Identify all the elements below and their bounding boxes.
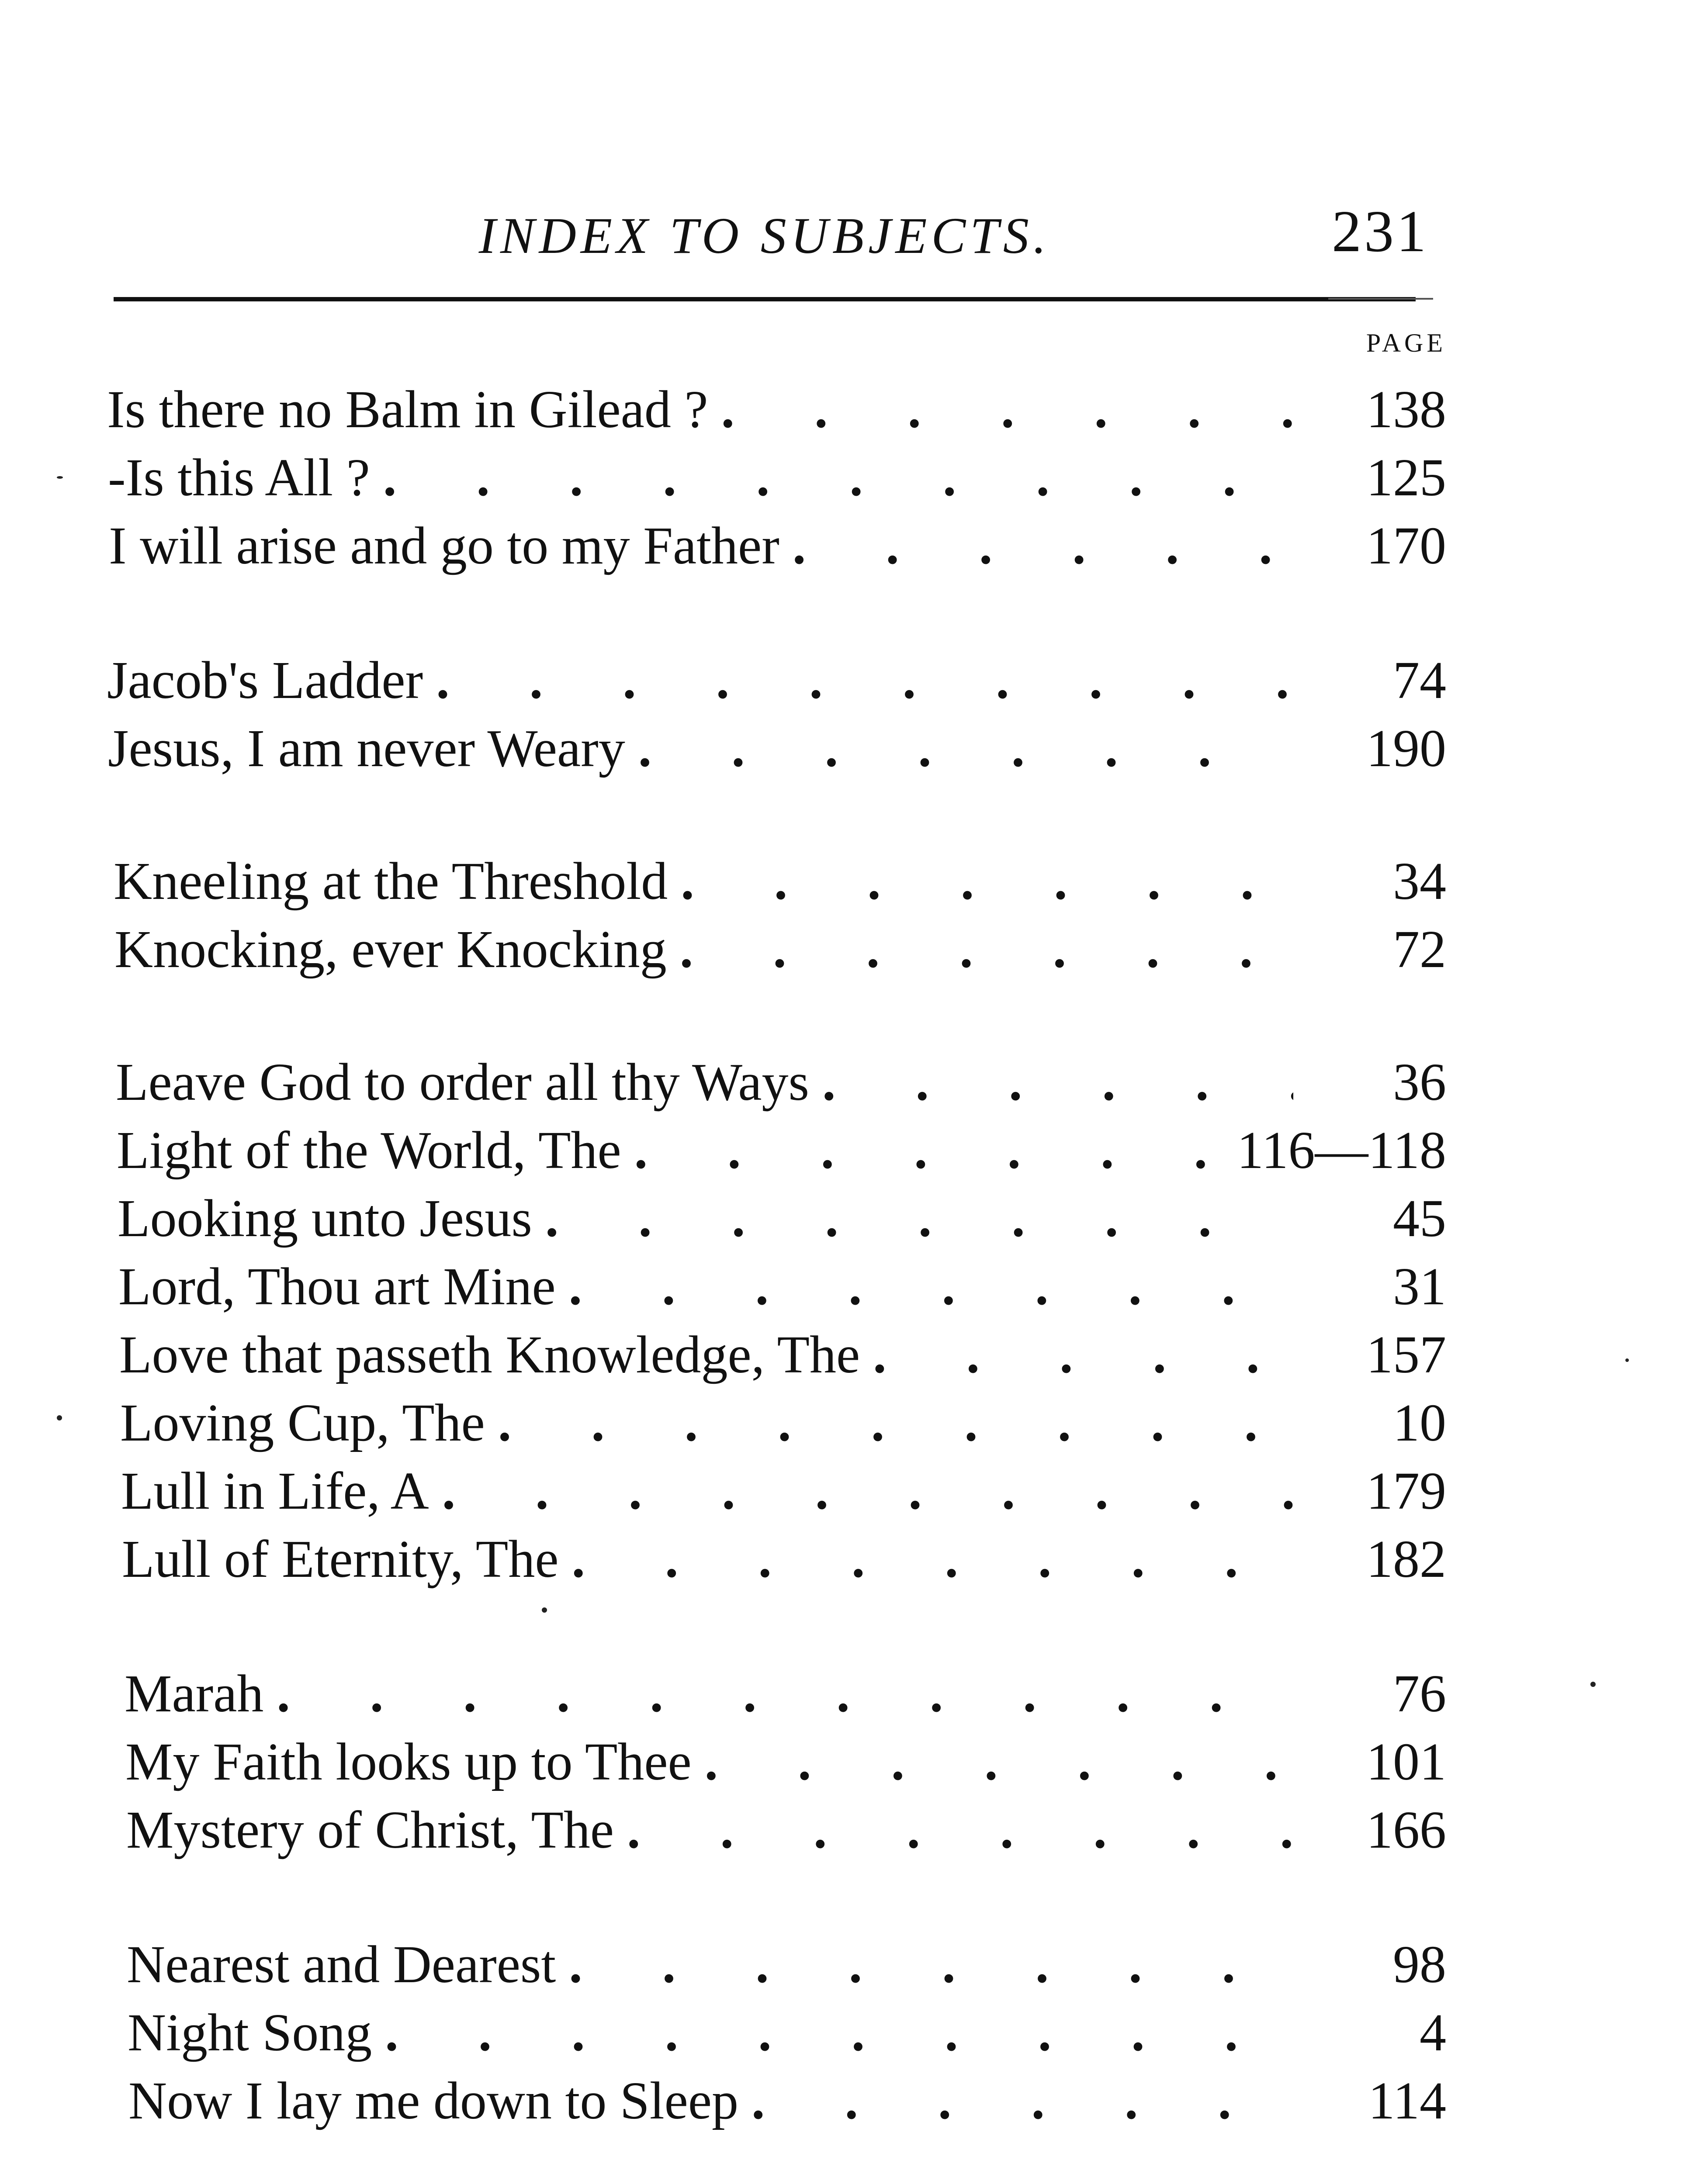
dot-leader [383,444,1293,512]
index-entry [127,1931,1446,1999]
entry-title: Knocking, ever Knocking [114,920,667,979]
index-entry [118,1185,1446,1253]
index-entry [122,1525,1446,1593]
entry-page-number: 36 [1393,1053,1446,1112]
entry-title: Night Song [128,2003,372,2062]
entry-title: I will arise and go to my Father [109,516,779,575]
entry-title: Marah [125,1664,264,1723]
entry-title: Love that passeth Knowledge, The [119,1325,860,1384]
dot-leader [822,1048,1293,1116]
header-rule-tail [1328,298,1433,300]
dot-leader [752,2067,1293,2135]
entry-title: Lull in Life, A [121,1462,429,1521]
entry-page-number: 98 [1393,1935,1446,1994]
page-column-label: PAGE [1366,328,1446,357]
entry-title: Jesus, I am never Weary [108,719,625,778]
index-entry [108,444,1446,512]
dot-leader [634,1116,1228,1185]
index-entry [128,2067,1446,2135]
dot-leader [681,847,1293,916]
dot-leader [638,715,1293,783]
entry-page-number: 76 [1393,1664,1446,1723]
index-entry [120,1389,1446,1457]
ink-speck [1590,1682,1596,1687]
entry-title: Leave God to order all thy Ways [116,1053,810,1112]
entry-title: Is there no Balm in Gilead ? [107,380,708,439]
index-entry [109,512,1446,580]
entry-title: Now I lay me down to Sleep [128,2071,738,2130]
entry-page-number: 116—118 [1237,1121,1446,1180]
entry-title: Loving Cup, The [120,1393,485,1452]
dot-leader [569,1931,1293,1999]
entry-page-number: 190 [1366,719,1446,778]
running-title: INDEX TO SUBJECTS. [478,207,1051,264]
dot-leader [545,1185,1293,1253]
dot-leader [385,1999,1293,2067]
index-entry [125,1728,1446,1796]
page-number: 231 [1332,199,1429,264]
entry-title: Light of the World, The [117,1121,621,1180]
entry-title: Lull of Eternity, The [122,1530,559,1589]
dot-leader [498,1389,1293,1457]
entry-page-number: 4 [1420,2003,1446,2062]
entry-page-number: 179 [1366,1462,1446,1521]
dot-leader [705,1728,1293,1796]
index-entry [107,646,1446,715]
index-entry [108,715,1446,783]
entry-page-number: 157 [1366,1325,1446,1384]
index-entry [125,1660,1446,1728]
entry-title: Kneeling at the Threshold [114,852,668,911]
entry-title: Jacob's Ladder [107,651,423,710]
running-header [114,199,1433,266]
ink-speck [1625,1358,1629,1362]
entry-page-number: 72 [1393,920,1446,979]
entry-page-number: 34 [1393,852,1446,911]
dot-leader [571,1525,1293,1593]
entry-page-number: 74 [1393,651,1446,710]
dot-leader [442,1457,1293,1525]
dot-leader [873,1321,1293,1389]
entry-page-number: 10 [1393,1393,1446,1452]
index-entry [126,1796,1446,1864]
index-entry [119,1321,1446,1389]
index-entry [114,847,1446,916]
entry-page-number: 125 [1366,448,1446,507]
entry-page-number: 138 [1366,380,1446,439]
index-entry [117,1116,1446,1185]
entry-page-number: 114 [1368,2071,1446,2130]
index-entry [118,1253,1446,1321]
index-entry [121,1457,1446,1525]
entry-page-number: 182 [1366,1530,1446,1589]
entry-title: Looking unto Jesus [118,1189,532,1248]
ink-speck [542,1607,547,1613]
index-entry [107,376,1446,444]
index-entry [114,916,1446,984]
dot-leader [277,1660,1293,1728]
entry-title: My Faith looks up to Thee [125,1732,692,1791]
dot-leader [680,916,1293,984]
dot-leader [793,512,1293,580]
dot-leader [627,1796,1293,1864]
entry-page-number: 45 [1393,1189,1446,1248]
ink-speck [57,1415,62,1420]
index-entry [116,1048,1446,1116]
entry-page-number: 31 [1393,1257,1446,1316]
entry-title: -Is this All ? [108,448,370,507]
header-rule [114,297,1416,301]
index-entry [128,1999,1446,2067]
entry-page-number: 170 [1366,516,1446,575]
dot-leader [569,1253,1293,1321]
ink-speck [57,476,63,479]
dot-leader [721,376,1293,444]
entry-title: Lord, Thou art Mine [118,1257,556,1316]
entry-page-number: 101 [1366,1732,1446,1791]
entry-title: Mystery of Christ, The [126,1800,614,1859]
dot-leader [436,646,1293,715]
entry-title: Nearest and Dearest [127,1935,556,1994]
entry-page-number: 166 [1366,1800,1446,1859]
